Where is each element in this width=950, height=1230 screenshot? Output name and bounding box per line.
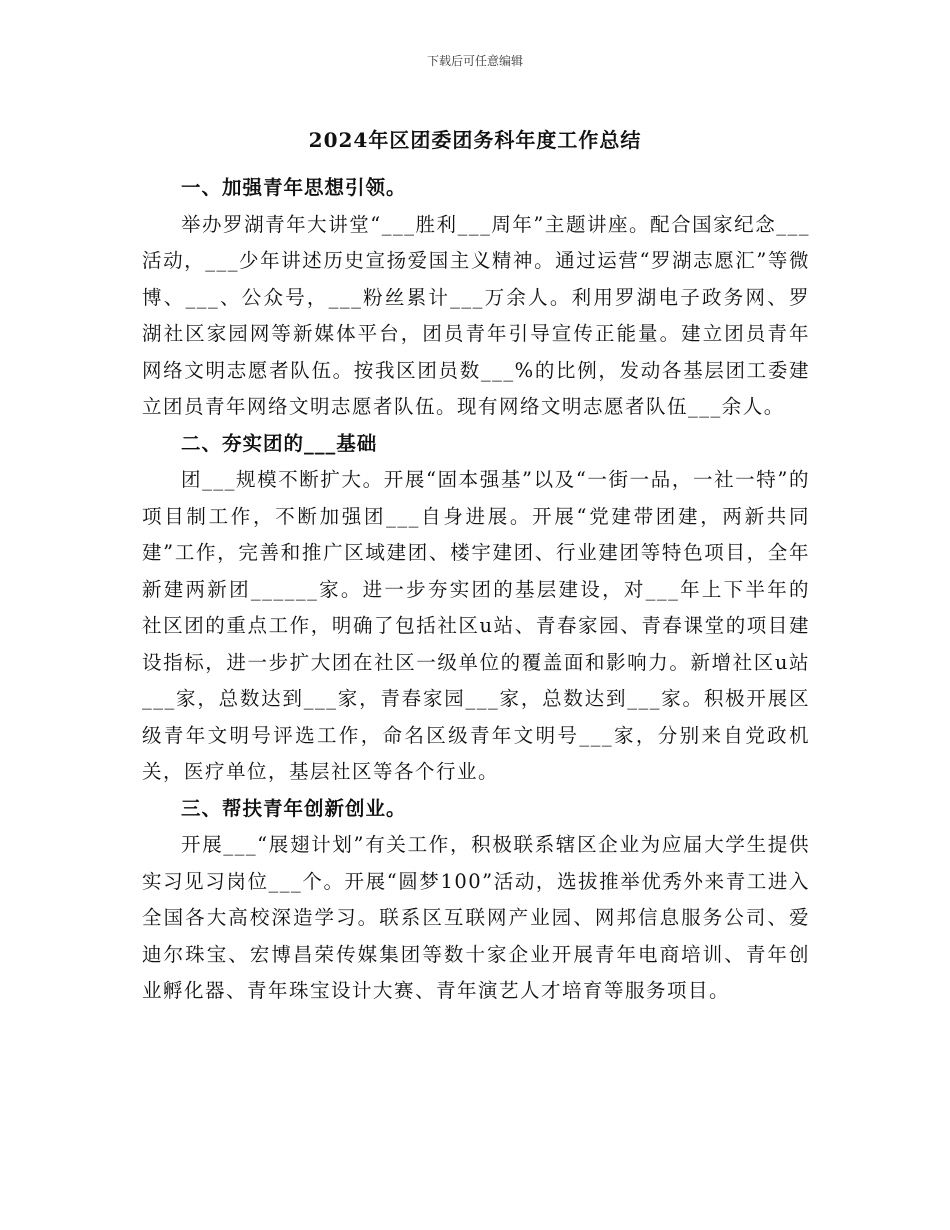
section-paragraph-2: 团___规模不断扩大。开展“固本强基”以及“一街一品，一社一特”的项目制工作，不断加强团___自身进展。开展“党建带团建，两新共同建”工作，完善和推广区域建团、楼宇建团、行业建团等特色项目，全年新建两新团______家。进一步夯实团的基层建设，对___年上下半年的社区团的重点工作，明确了包括社区u站、青春家园、青春课堂的项目建设指标，进一步扩大团在社区一级单位的覆盖面和影响力。新增社区u站___家，总数达到___家，青春家园___家，总数达到___家。积极开展区级青年文明号评选工作，命名区级青年文明号___家，分别来自党政机关，医疗单位，基层社区等各个行业。 [142,468,810,783]
page-header-note: 下载后可任意编辑 [426,54,523,68]
section-heading-2: 二、夯实团的___基础 [181,431,378,455]
document-title: 2024年区团委团务科年度工作总结 [308,128,642,152]
section-heading-3: 三、帮扶青年创新创业。 [181,796,407,820]
section-paragraph-3: 开展___“展翅计划”有关工作，积极联系辖区企业为应届大学生提供实习见习岗位___个。开展“圆梦100”活动，选拔推举优秀外来青工进入全国各大高校深造学习。联系区互联网产业园、网邦信息服务公司、爱迪尔珠宝、宏博昌荣传媒集团等数十家企业开展青年电商培训、青年创业孵化器、青年珠宝设计大赛、青年演艺人才培育等服务项目。 [142,833,810,1002]
document-body [142,170,810,1010]
section-paragraph-1: 举办罗湖青年大讲堂“___胜利___周年”主题讲座。配合国家纪念___活动，___少年讲述历史宣扬爱国主义精神。通过运营“罗湖志愿汇”等微博、___、公众号，___粉丝累计___万余人。利用罗湖电子政务网、罗湖社区家园网等新媒体平台，团员青年引导宣传正能量。建立团员青年网络文明志愿者队伍。按我区团员数___%的比例，发动各基层团工委建立团员青年网络文明志愿者队伍。现有网络文明志愿者队伍___余人。 [142,212,810,418]
section-heading-1: 一、加强青年思想引领。 [181,176,407,199]
